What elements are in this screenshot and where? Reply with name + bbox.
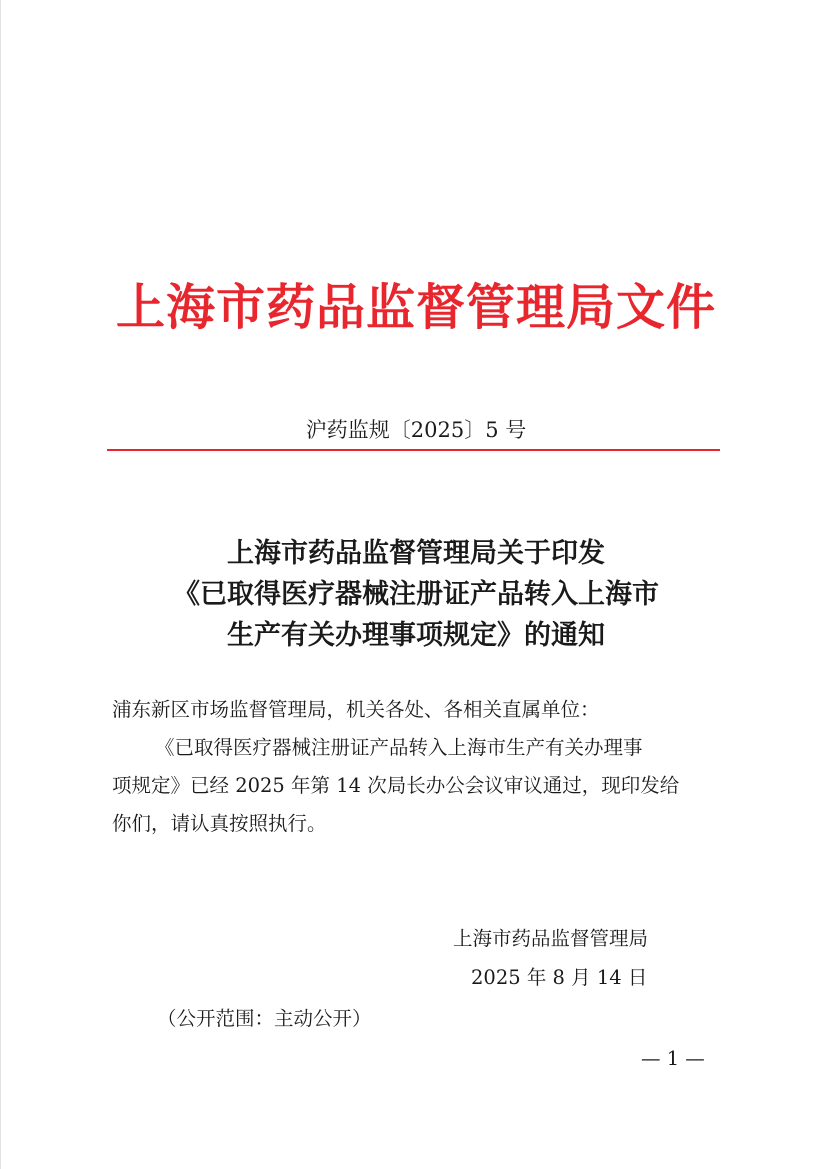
page-number: — 1 — [641, 1047, 705, 1070]
notice-title [1, 533, 830, 656]
body-line-1: 《已取得医疗器械注册证产品转入上海市生产有关办理事 [155, 736, 643, 759]
document-masthead: 上海市药品监督管理局文件 [115, 278, 716, 336]
body-line-3: 你们，请认真按照执行。 [112, 812, 327, 835]
notice-title-line-2: 《已取得医疗器械注册证产品转入上海市 [173, 579, 659, 610]
document-number: 沪药监规〔2025〕5 号 [305, 418, 527, 442]
disclosure-scope: （公开范围：主动公开） [157, 1007, 372, 1030]
body-line-2: 项规定》已经 2025 年第 14 次局长办公会议审议通过，现印发给 [112, 774, 680, 797]
signature-date: 2025 年 8 月 14 日 [471, 966, 648, 989]
red-divider-rule [107, 449, 720, 451]
notice-title-line-3: 生产有关办理事项规定》的通知 [227, 620, 605, 651]
signature-issuer: 上海市药品监督管理局 [453, 927, 649, 950]
notice-body [112, 691, 718, 843]
notice-title-line-1: 上海市药品监督管理局关于印发 [227, 538, 605, 569]
addressee-line: 浦东新区市场监督管理局，机关各处、各相关直属单位： [112, 698, 600, 721]
